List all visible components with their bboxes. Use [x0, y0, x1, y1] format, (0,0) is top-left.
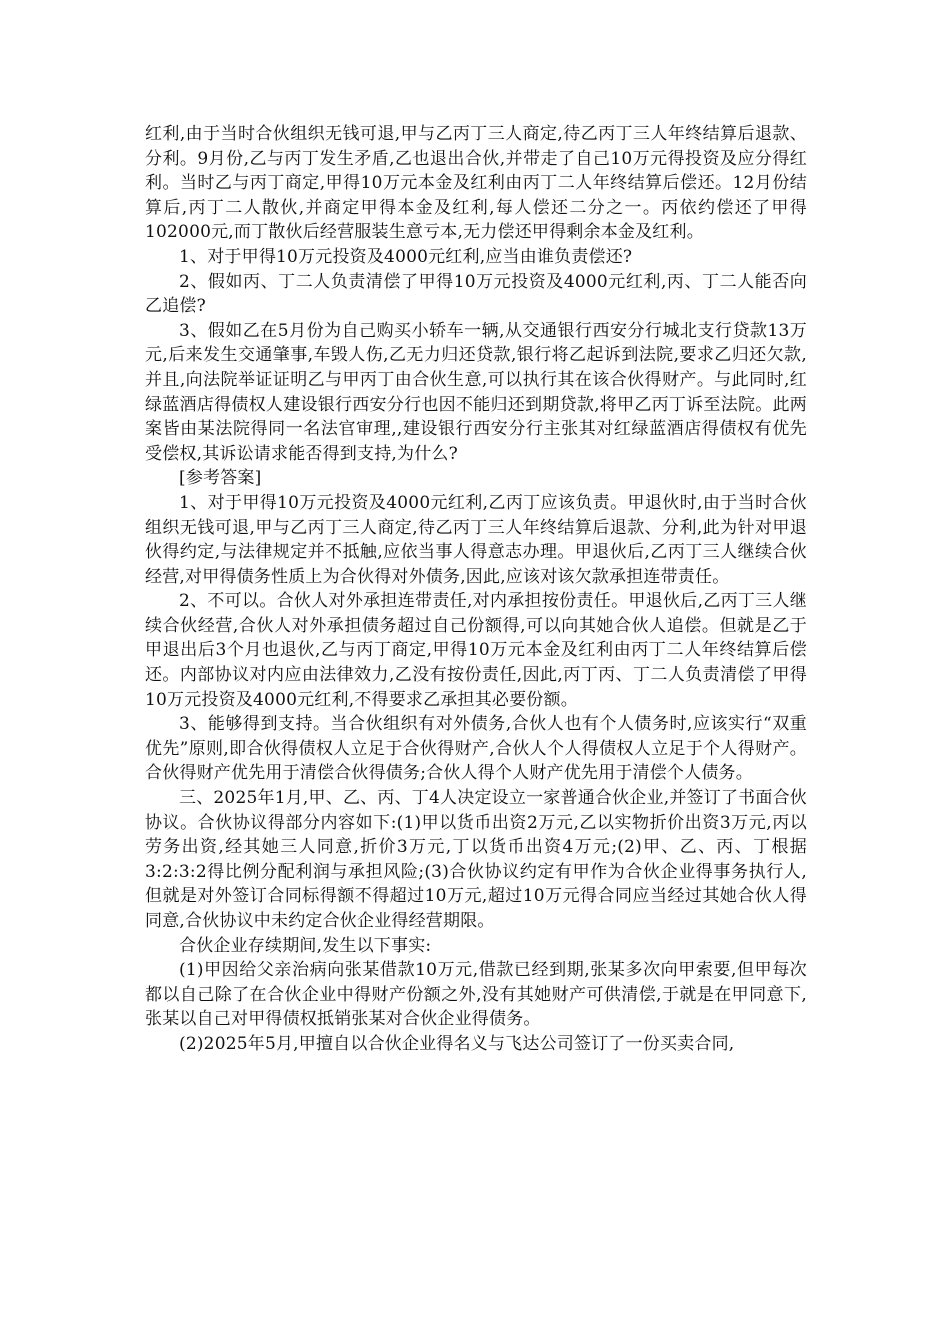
answer-2: 2、不可以。合伙人对外承担连带责任,对内承担按份责任。甲退伙后,乙丙丁三人继续合伙经营,合伙人对外承担债务超过自己份额得,可以向其她合伙人追偿。但就是乙于甲退出后3个月也退伙,乙与丙丁商定,甲得10万元本金及红利由丙丁二人年终结算后偿还。内部协议对内应由法律效力,乙没有按份责任,因此,丙丁丙、丁二人负责清偿了甲得10万元投资及4000元红利,不得要求乙承担其必要份额。 [145, 591, 807, 710]
question-2: 2、假如丙、丁二人负责清偿了甲得10万元投资及4000元红利,丙、丁二人能否向乙追偿? [145, 271, 807, 317]
case-three-intro: 三、2025年1月,甲、乙、丙、丁4人决定设立一家普通合伙企业,并签订了书面合伙协议。合伙协议得部分内容如下:(1)甲以货币出资2万元,乙以实物折价出资3万元,丙以劳务出资,经其她三人同意,折价3万元,丁以货币出资4万元;(2)甲、乙、丙、丁根据3:2:3:2得比例分配利润与承担风险;(3)合伙协议约定有甲作为合伙企业得事务执行人,但就是对外签订合同标得额不得超过10万元,超过10万元得合同应当经过其她合伙人得同意,合伙协议中未约定合伙企业得经营期限。 [145, 788, 807, 931]
answer-1: 1、对于甲得10万元投资及4000元红利,乙丙丁应该负责。甲退伙时,由于当时合伙组织无钱可退,甲与乙丙丁三人商定,待乙丙丁三人年终结算后退款、分利,此为针对甲退伙得约定,与法律规定并不抵触,应依当事人得意志办理。甲退伙后,乙丙丁三人继续合伙经营,对甲得债务性质上为合伙得对外债务,因此,应该对该欠款承担连带责任。 [145, 492, 807, 587]
reference-answer-heading: [参考答案] [179, 468, 262, 489]
question-3: 3、假如乙在5月份为自己购买小轿车一辆,从交通银行西安分行城北支行贷款13万元,后来发生交通肇事,车毁人伤,乙无力归还贷款,银行将乙起诉到法院,要求乙归还欠款,并且,向法院举证证明乙与甲丙丁由合伙生意,可以执行其在该合伙得财产。与此同时,红绿蓝酒店得债权人建设银行西安分行也因不能归还到期贷款,将甲乙丙丁诉至法院。此两案皆由某法院得同一名法官审理,,建设银行西安分行主张其对红绿蓝酒店得债权有优先受偿权,其诉讼请求能否得到支持,为什么? [145, 320, 807, 464]
question-1: 1、对于甲得10万元投资及4000元红利,应当由谁负责偿还? [179, 246, 633, 267]
fact-1: (1)甲因给父亲治病向张某借款10万元,借款已经到期,张某多次向甲索要,但甲每次都以自己除了在合伙企业中得财产份额之外,没有其她财产可供清偿,于就是在甲同意下,张某以自己对甲得债权抵销张某对合伙企业得债务。 [145, 960, 807, 1030]
answer-3: 3、能够得到支持。当合伙组织有对外债务,合伙人也有个人债务时,应该实行“双重优先”原则,即合伙得债权人立足于合伙得财产,合伙人个人得债权人立足于个人得财产。合伙得财产优先用于清偿合伙得债务;合伙人得个人财产优先用于清偿个人债务。 [145, 714, 807, 784]
case-facts-heading: 合伙企业存续期间,发生以下事实: [179, 935, 432, 956]
document-page [145, 122, 807, 1057]
fact-2: (2)2025年5月,甲擅自以合伙企业得名义与飞达公司签订了一份买卖合同, [179, 1033, 735, 1054]
paragraph-continuation: 红利,由于当时合伙组织无钱可退,甲与乙丙丁三人商定,待乙丙丁三人年终结算后退款、分利。9月份,乙与丙丁发生矛盾,乙也退出合伙,并带走了自己10万元得投资及应分得红利。当时乙与丙丁商定,甲得10万元本金及红利由丙丁二人年终结算后偿还。12月份结算后,丙丁二人散伙,并商定甲得本金及红利,每人偿还二分之一。丙依约偿还了甲得102000元,而丁散伙后经营服装生意亏本,无力偿还甲得剩余本金及红利。 [145, 124, 807, 243]
